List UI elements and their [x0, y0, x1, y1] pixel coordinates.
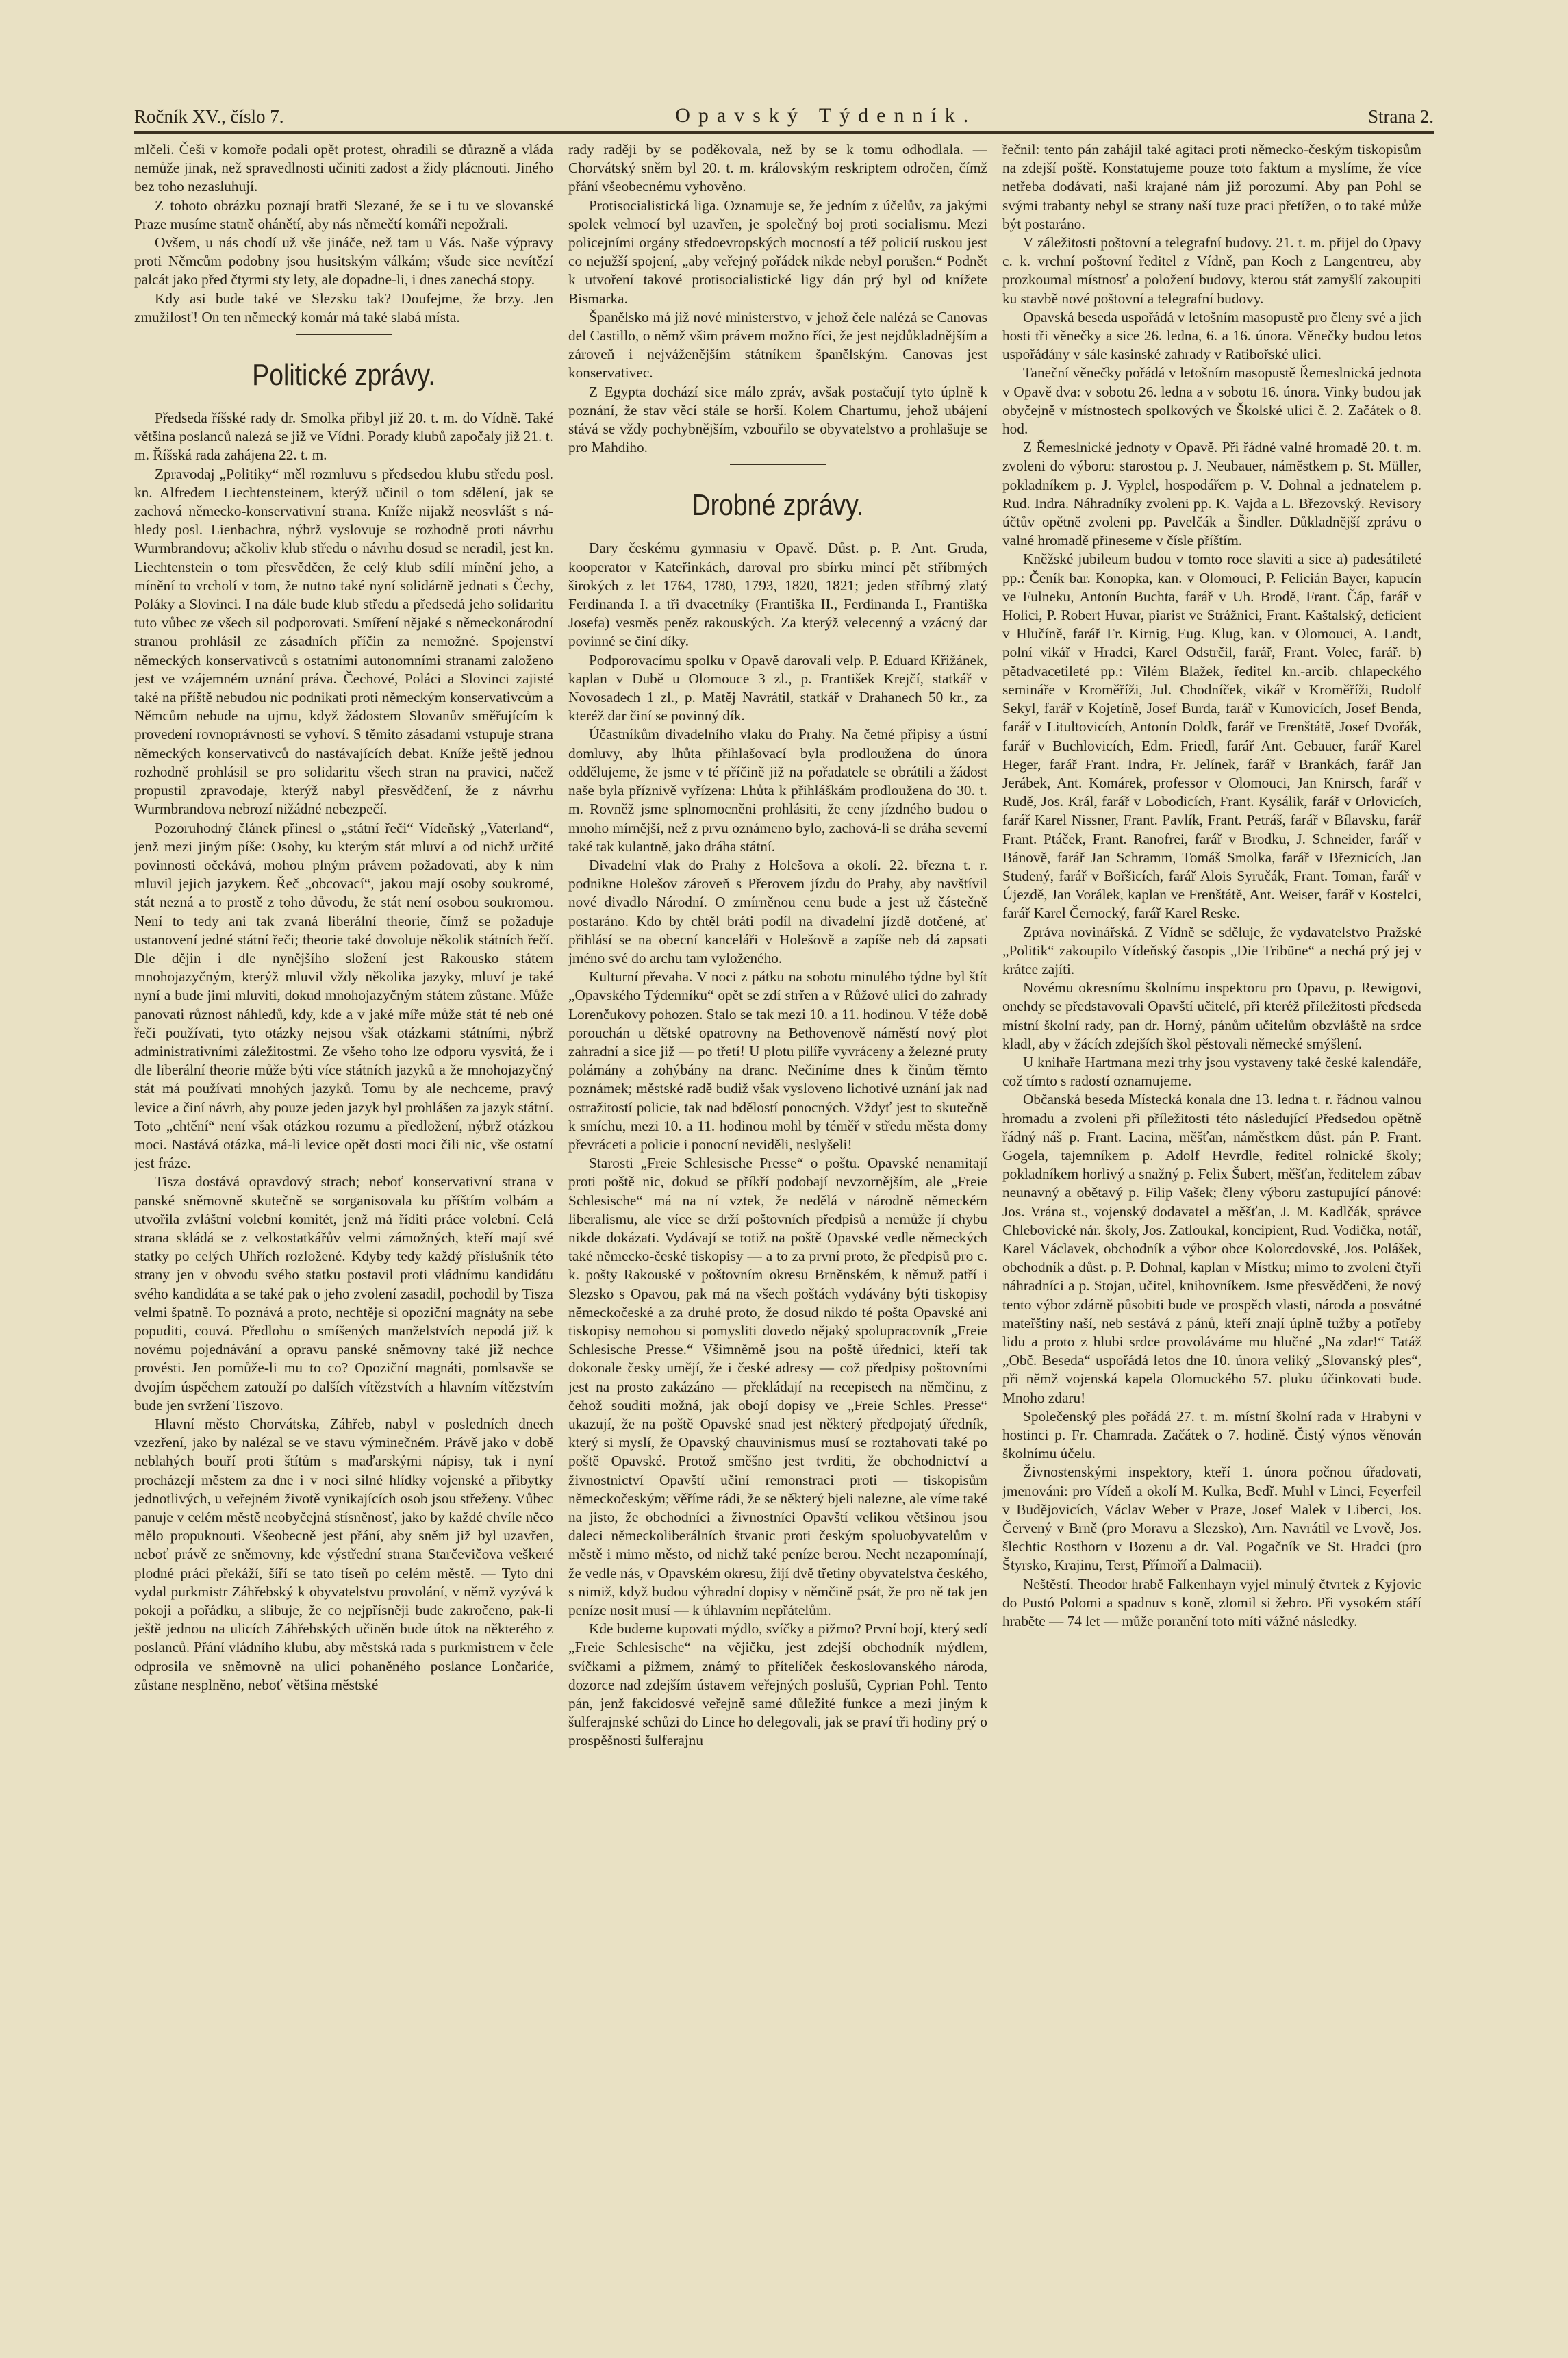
- article-paragraph: Kulturní převaha. V noci z pátku na sobotu minulého týdne byl štít „Opavského Týdenníku“ opět se zdí strřen a v Růžové ulici do zahrady Lorenčukovy pohozen. Stalo se tak mezi 10. a 11. hodinou. V téže době porouchán u dětské opatrovny na Bethovenově náměstí nový plot zahradní a sice již — po třetí! U plotu pilíře vyvráceny a železné pruty polámány a zohýbány na dranc. Nečiníme dnes k činům těmto poznámek; městské radě budiž však vyslovenо lichotivé uznání jak nad ostražitostí policie, tak nad bdělostí ponocných. Vždyť jest to skutečně k smíchu, mezi 10. a 11. hodinou mohl by téměř v středu města domy převráceti a policie i ponocní neviděli, neslyšeli!: [568, 968, 987, 1153]
- column-2: [568, 140, 987, 2305]
- article-paragraph: Zpravodaj „Politiky“ měl rozmluvu s předsedou klubu středu posl. kn. Alfredem Liechtensteinem, kterýž učinil o tom sdělení, jak se zachová německo-konservativní strana. Kníže nijakž neosvlášt s ná-hledy posl. Lienbachra, nýbrž vyslovuje se rozhodně proti návrhu Wurmbrandovu; ačkoliv klub středu o návrhu dosud se neradil, jest kn. Liechtenstein o tom přesvědčen, že celý klub sdílí mínění jeho, a mínění to vrcholí v tom, že nutno také nyní solidárně jednati s Čechy, Poláky a Slovinci. I na dále bude klub středu a předsedá jeho solidaritu tuto vůbec ze všech sil podporovati. Smíření nějaké s německonárodní stranou prohlásil ze zásadních příčin za nemožné. Spojenství německých konservativců s ostatními autonomními stranami založeno jest ve vzájemném uznání práva. Čechové, Poláci a Slovinci zajisté také na příště nebudou nic podnikati proti německým konservativcům a Němcům nebude na ujmu, když žádostem Slovanův směřujícím k provedení rovnoprávnosti se vyhoví. S těmito zásadami vstupuje strana německých konservativců do nastávajících debat. Kníže ještě jednou rozhodně prohlásil se pro solidaritu všech stran na pravici, načež propustil zpravodaje, kterýž nabyl přesvědčení, že z návrhu Wurmbrandova nebrozí nižádné nebezpečí.: [134, 465, 553, 818]
- article-paragraph: mlčeli. Češi v komoře podali opět protest, ohradili se důrazně a vláda nemůže jinak, než spravedlnosti učiniti zadost a židy plácnouti. Jiného bez toho nezasluhují.: [134, 141, 553, 195]
- page-number: Strana 2.: [1368, 106, 1434, 127]
- column-1: [134, 140, 553, 2305]
- article-paragraph: Novému okresnímu školnímu inspektoru pro Opavu, p. Rewigovi, onehdy se představovali Opavští učitelé, při kteréž příležitosti předseda místní školní rady, pan dr. Horný, pánům učitelům obzvláště na srdce kladl, aby v žácích zdejších škol pěstovali německé smýšlení.: [1002, 979, 1421, 1052]
- article-paragraph: Neštěstí. Theodor hrabě Falkenhayn vyjel minulý čtvrtek z Kyjovic do Pustó Polomi a spadnuv s koně, zlomil si žebro. Při vysokém stáří hraběte — 74 let — může poranění toto míti vážné následky.: [1002, 1575, 1421, 1630]
- section-title-politics: Politické zprávy.: [252, 358, 435, 392]
- article-paragraph: Občanská beseda Místecká konala dne 13. ledna t. r. řádnou valnou hromadu a zvoleni při příležitosti této následující Předsedou opětně řádný náš p. Frant. Lacina, měšťan, náměstkem důst. pán P. Frant. Gogela, tajemníkem p. Adolf Hevrdle, ředitel rolnické školy; pokladníkem horlivý a snažný p. Felix Šubert, měšťan, ředitelem zábav neunavný a obětavý p. Filip Vašek; členy výboru zastupující pánové: Jos. Vrána st., vojenský dodavatel a měšťan, J. M. Kadlčák, správce Chlebovické nár. školy, Jos. Zatloukal, koncipient, Rud. Vodička, notář, Karel Václavek, obchodník a výbor obce Kolorcdovské, Jos. Polášek, obchodník a důst. p. P. Dohnal, kaplan v Místku; mimo to zvoleni čtyři náhradníci a p. Stojan, učitel, knihovníkem. Jsme přesvědčeni, že nový tento výbor zdárně působiti bude ve prospěch vlasti, národa a posvátné mateřštiny naší, neb sestává z pánů, kteří znají úplně tužby a potřeby lidu a proto z hlubi srdce provoláváme mu hlučné „Na zdar!“ Tatáž „Obč. Beseda“ uspořádá letos dne 10. února veliký „Slovanský ples“, při němž vojenská kapela Olomuckého 57. pluku účinkovati bude. Mnoho zdaru!: [1002, 1091, 1421, 1406]
- article-paragraph: Taneční věnečky pořádá v letošním masopustě Řemeslnická jednota v Opavě dva: v sobotu 26. ledna a v sobotu 16. února. Vinky budou jak obyčejně v místnostech spolkových ve Školské ulici č. 2. Začátek o 8. hod.: [1002, 364, 1421, 438]
- article-paragraph: Z tohoto obrázku poznají bratři Slezané, že se i tu ve slovanské Praze musíme statně ohánětí, aby nás němečtí komáři nepožrali.: [134, 197, 553, 232]
- article-paragraph: Opavská beseda uspořádá v letošním masopustě pro členy své a jich hosti tři věnečky a sice 26. ledna, 6. a 16. února. Věnečky budou letos uspořádány v sále kasinské zahrady v Ratibořské ulici.: [1002, 308, 1421, 363]
- article-paragraph: řečnil: tento pán zahájil také agitaci proti německo-českým tiskopisům na zdejší poště. Konstatujeme pouze toto faktum a myslíme, že více netřeba dodávati, naši krajané nám již porozumí. Aby pan Pohl se svými trabanty nebyl se strany naší tuze praci přetížen, o to také může být postaráno.: [1002, 141, 1421, 232]
- article-paragraph: rady raději by se poděkovala, než by se k tomu odhodlala. — Chorvátský sněm byl 20. t. m. královským reskriptem odročen, čímž přání všeobecnému vyhověno.: [568, 141, 987, 195]
- article-paragraph: Starosti „Freie Schlesische Presse“ o poštu. Opavské nenamitají proti poště nic, dokud se příkří podobají nevzornějším, ale „Freie Schlesische“ má na ní vztek, že nedělá v národně německém liberalismu, ale více se drží poštovních předpisů a nemůže jí chybu nikde dokázati. Vydávají se totiž na poště Opavské vedle německých také německo-české tiskopisy — a to za první proto, že předpisů pro c. k. pošty Rakouské v poštovním okresu Brněnském, k němuž patří i Slezsko s Opavou, pak má na všech poštách vydávány býti tiskopisy německočeské a za druhé proto, že dosud nikdo té pošta Opavské ani tiskopisy nemohou si pomysliti dovedo nějaký spolupracovník „Freie Schlesische Presse.“ Všimněmě jsou na poště úřednici, kteří tak dokonale česky umějí, že i české adresy — což předpisy poštovními jest na prosto zakázáno — překládají na recepisech na němčinu, z čehož souditi možná, jak obojí dopisy ve „Freie Schles. Presse“ ukazují, že na poště Opavské snad jest některý předpojatý úředník, který si myslí, že Opavský chauvinismus musí se roztahovati také po poště Opavské. Protož směšno jest tvrditi, že obchodnictví a živnostnictví Opavští učiní remonstraci proti — tiskopisům německočeským; věříme rádi, že se některý bjeli nalezne, ale víme také na jisto, že obchodníci a živnostníci Opavští velikou většinou jsou daleci německoliberálních štvanic proti českým spoluobyvatelům v městě i mimo město, od nichž také peníze berou. Necht nezapomínají, že vedle nás, v Opavském okresu, žijí dvě třetiny obyvatelstva českého, s nimiž, když budou výhradní dopisy v němčině psát, že pro ně tak jen peníze nosit musí — k úhlavním nepřátelům.: [568, 1155, 987, 1619]
- article-paragraph: Protisocialistická liga. Oznamuje se, že jedním z účelův, za jakými spolek velmocí byl uzavřen, je společný boj proti socialismu. Mezi policejními orgány středoevropských mocností a též policií ruskou jest co nejužší spojení, „aby veřejný pořádek nikde nebyl porušen.“ Podnět k utvoření takové protisocialistické ligy dán prý byl od knížete Bismarka.: [568, 197, 987, 307]
- article-paragraph: Kněžské jubileum budou v tomto roce slaviti a sice a) padesátileté pp.: Čeník bar. Konopka, kan. v Olomouci, P. Felicián Bayer, kapucín ve Fulneku, Antonín Buchta, farář v Uh. Brodě, Frant. Čáp, farář v Holici, P. Robert Huvar, piarist ve Strážnici, Frant. Kaštalský, deficient v Hlučíně, farář Fr. Kirnig, Eug. Klug, kan. v Olomouci, A. Landt, polní vikář v Hradci, Karel Odstrčil, farář, Frant. Volec, farář. b) pětadvacetileté pp.: Vilém Blažek, ředitel kn.-arcib. chlapeckého semináře v Kroměříži, Jul. Chodníček, vikář v Kroměříži, Rudolf Sekyl, farář v Kojetíně, Josef Burda, farář v Kunovicích, Josef Benda, farář v Litultovicích, Antonín Doldk, farář ve Frenštátě, Josef Dvořák, farář v Buchlovicích, Edm. Friedl, farář Ant. Gebauer, farář Karel Heger, farář Frant. Indra, Fr. Jelínek, farář v Brankách, farář Jan Jerábek, Ant. Komárek, professor v Olomouci, Jan Knirsch, farář v Rudě, Jos. Král, farář v Lobodicích, Frant. Kysálik, farář v Orlovicích, farář Karel Nissner, Frant. Pavlík, Frant. Petráš, farář v Bílavsku, farář Frant. Ptáček, Frant. Ranofrei, farář v Brodku, J. Schneider, farář v Bánově, farář Jan Schramm, Tomáš Smolka, farář v Březnicích, Jan Studený, farář v Bořšicích, farář Alois Syručák, Frant. Toman, farář v Újezdě, Jan Vorálek, kaplan ve Frenštátě, Ant. Weiser, farář v Kostelci, farář Karel Černocký, farář Karel Reske.: [1002, 551, 1421, 922]
- article-paragraph: Dary českému gymnasiu v Opavě. Důst. p. P. Ant. Gruda, kooperator v Kateřinkách, daroval pro sbírku mincí pět stříbrných širokých z let 1764, 1780, 1793, 1820, 1821; jeden stříbrný zlatý Ferdinanda I. a tři dvacetníky (Františka II., Ferdinanda I., Františka Josefa) vesměs peněz rakouských. Za kterýž velecenný a vzácný dar povinné se činí díky.: [568, 540, 987, 650]
- article-paragraph: Divadelní vlak do Prahy z Holešova a okolí. 22. března t. r. podnikne Holešov zároveň s Přerovem jízdu do Prahy, aby navštívil nové divadlo Národní. O zmírněnou cenu bude a jest už částečně postaráno. Kdo by chtěl bráti podíl na divadelní jízdě dotčené, ať přihlásí se na obecní kanceláři v Holešově a zapíše neb dá zapsati jméno své do archu tam vyloženého.: [568, 856, 987, 966]
- article-paragraph: Španělsko má již nové ministerstvo, v jehož čele nalézá se Canovas del Castillo, o němž všim právem možno říci, že jest nejdůkladnějším a zároveň i nejváženějším státníkem španělským. Canovas jest konservativec.: [568, 308, 987, 381]
- article-paragraph: Živnostenskými inspektory, kteří 1. února počnou úřadovati, jmenováni: pro Vídeň a okolí M. Kulka, Bedř. Muhl v Linci, Feyerfeil v Budějovicích, Václav Weber v Praze, Josef Malek v Liberci, Jos. Červený v Brně (pro Moravu a Slezsko), Arn. Navrátil ve Lvově, Jos. šlechtic Rosthorn v Bozenu a dr. Val. Pogačník ve St. Hradci (pro Štyrsko, Krajinu, Terst, Přímoří a Dalmacii).: [1002, 1464, 1421, 1574]
- article-paragraph: Z Řemeslnické jednoty v Opavě. Při řádné valné hromadě 20. t. m. zvoleni do výboru: starostou p. J. Neubauer, náměstkem p. St. Müller, pokladníkem p. J. Vyplel, hospodářem p. V. Dohnal a jednatelem p. Rud. Indra. Náhradníky zvoleni pp. K. Vajda a L. Březovský. Revisory účtův opětně zvoleni pp. Pavelčák a Šindler. Důkladnější zprávu o valné hromadě přineseme v čísle příštím.: [1002, 439, 1421, 549]
- article-paragraph: Podporovacímu spolku v Opavě darovali velp. P. Eduard Křižánek, kaplan v Dubě u Olomouce 3 zl., p. František Krejčí, statkář v Novosadech 1 zl., p. Matěj Navrátil, statkář v Drahanech 50 kr., za kteréž dar činí se povinný dík.: [568, 651, 987, 725]
- article-paragraph: V záležitosti poštovní a telegrafní budovy. 21. t. m. přijel do Opavy c. k. vrchní poštovní ředitel z Vídně, pan Koch z Langentreu, aby prozkoumal místnosť a položení budovy, kterou stát zamyšlí zakoupiti ku stavbě nové poštovní a telegrafní budovy.: [1002, 234, 1421, 307]
- section-title-short-news: Drobné zprávy.: [692, 488, 864, 523]
- article-paragraph: U knihaře Hartmana mezi trhy jsou vystaveny také české kalendáře, což tímto s radostí oznamujeme.: [1002, 1053, 1421, 1090]
- article-paragraph: Účastníkům divadelního vlaku do Prahy. Na četné připisy a ústní domluvy, aby lhůta přihlašovací byla prodloužena do února oddělujeme, že jsme v té příčině již na pořadatele se obrátili a žádost naše byla příznivě vyřízena: Lhůta k přihláškám prodloužena do 30. t. m. Rovněž jsme splnomocněni prohlásiti, že ceny jízdného budou o mnoho mírnější, než z prvu oznámeno bylo, zachová-li se dráha severní také tak kulantně, jako dráha státní.: [568, 726, 987, 855]
- newspaper-title: Opavský Týdenník.: [675, 104, 977, 127]
- article-columns: [134, 140, 1421, 2305]
- article-paragraph: Ovšem, u nás chodí už vše jináče, než tam u Vás. Naše výpravy proti Němcům podobny jsou husitským válkám; všude sice nevítězí palcát jako před čtyrmi sty lety, ale dopadne-li, i dnes zanechá stopy.: [134, 234, 553, 288]
- article-paragraph: Společenský ples pořádá 27. t. m. místní školní rada v Hrabyni v hostinci p. Fr. Chamrada. Začátek o 7. hodině. Čistý výnos věnován školnímu účelu.: [1002, 1407, 1421, 1462]
- issue-number: Ročník XV., číslo 7.: [134, 106, 284, 127]
- page-header: [134, 88, 1434, 134]
- divider: [730, 464, 826, 465]
- article-paragraph: Z Egypta dochází sice málo zpráv, avšak postačují tyto úplně k poznání, že stav věcí stále se horší. Kolem Chartumu, jehož ubájení stává se vždy pochybnějším, vzbouřilo se obyvatelstvo a prohlašuje se pro Mahdiho.: [568, 383, 987, 456]
- article-paragraph: Kdy asi bude také ve Slezsku tak? Doufejme, že brzy. Jen zmužilosť! On ten německý komár má také slabá místa.: [134, 290, 553, 325]
- article-paragraph: Pozoruhodný článek přinesl o „státní řeči“ Vídeňský „Vaterland“, jenž mezi jiným píše: Osoby, ku kterým stát mluví a od nichž určité povinnosti očekává, mohou plným právem požadovati, aby k nim mluvil jejich jazykem. Řeč „obcovací“, jakou mají osoby soukromé, stát nezná a to prostě z toho důvodu, že stát není osobou soukromou. Není to tedy ani tak zvaná liberální theorie, čímž se požaduje ustanovení jedné státní řeči; theorie také dovoluje několik státních řečí. Dle dějin i dle nynějšího složení jest Rakousko státem mnohojazyčným, kterýž mluvil vždy několika jazyky, mluví je také nyní a bude jimi mluviti, dokud mnohojazyčným státem zůstane. Může panovati různost náhledů, kdy, kde a v jaké míře může stát té neb oné řeči používati, tyto otázky nejsou však otázkami státními, nýbrž administrativními záležitostmi. Ze všeho toho lze odporu vysvitá, že i dle liberální theorie může býti více státních jazyků a že mnohojazyčný stát má používati mnohých jazyků. Tomu by ale nechceme, pravý levice a činí návrh, aby pouze jeden jazyk byl prohlášen za jazyk státní. Toto „chtění“ není však otázkou rozumu a předložení, nýbrž otázkou moci. Nastává otázka, má-li levice opět dosti moci čili nic, vše ostatní jest fráze.: [134, 819, 553, 1172]
- article-paragraph: Zpráva novinářská. Z Vídně se sděluje, že vydavatelstvo Pražské „Politik“ zakoupilo Vídeňský časopis „Die Tribüne“ a nechá prý jej v krátce zajíti.: [1002, 923, 1421, 977]
- divider: [296, 334, 392, 335]
- article-paragraph: Kde budeme kupovati mýdlo, svíčky a pižmo? První bojí, který sedí „Freie Schlesische“ na vějičku, jest zdejší obchodník mýdlem, svíčkami a pižmem, známý to přítelíček českoslovanského národa, dozorce nad zdejším ústavem veřejných poslušů, Cyprian Pohl. Tento pán, jenž fakcidosvé veřejně samé důležité funkce a mezi jiným k šulferajnské schůzi do Lince ho delegovali, jak se praví tři hodiny prý o prospěšnosti šulferajnu: [568, 1620, 987, 1749]
- column-3: [1002, 140, 1421, 2305]
- article-paragraph: Tisza dostává opravdový strach; neboť konservativní strana v panské sněmovně skutečně se sorganisovala ku příštím volbám a utvořila zvláštní volební komitét, jenž má říditi práce volební. Celá strana skládá se z velkostatkářův velmi zámožných, kteří mají své statky po celých Uhřích rozložené. Kdyby tedy každý příslušník této strany jen v obvodu svého statku postavil proti vládnímu kandidátu svého kandidáta a se také pak o jeho zvolení zasadil, pochodil by Tisza velmi špatně. To poznává a proto, nechtěje si opoziční magnáty na sebe popuditi, couvá. Předlohu o smíšených manželstvích nepodá již k novému pojednávání a opravu panské sněmovny také již nechce provésti. Jen pomůže-li mu to co? Opoziční magnáti, pomlsavše se dvojím úspěchem zatouží po dalších vítězstvích a hlavním vítězstvím bude jen svržení Tiszovo.: [134, 1173, 553, 1414]
- article-paragraph: Hlavní město Chorvátska, Záhřeb, nabyl v posledních dnech vzezření, jako by nalézal se ve stavu výminečném. Právě jako v době neblahých bouří proti štítům s maďarskými nápisy, tak i nyní procházejí městem za dne i v noci silné hlídky vojenské a přibytky jednotlivých, u veřejném životě vynikajících osob jsou střeženy. Vůbec panuje v celém městě neobyčejná stísněnosť, jako by každé chvíle něco mělo propuknouti. Všeobecně jest přání, aby sněm již byl uzavřen, neboť právě ze sněmovny, kde výstřední strana Starčevičova veškeré plodné práci překáží, šíří se tato tíseň po celém městě. — Tyto dni vydal purkmistr Záhřebský k obyvatelstvu provolání, v němž vyzývá k pokoji a pořádku, a slibuje, že co nejpřísněji bude zakročeno, pak-li ještě jednou na ulicích Záhřebských učiněn bude útok na některého z poslanců. Přání vládního klubu, aby městská rada s purkmistrem v čele odprosila ve sněmovně na ulici pohaněného poslance Lončariće, zůstane nesplněno, neboť většina městské: [134, 1416, 553, 1693]
- article-paragraph: Předseda říšské rady dr. Smolka přibyl již 20. t. m. do Vídně. Také většina poslanců nalezá se již ve Vídni. Porady klubů započaly již 21. t. m. Říšská rada zahájena 22. t. m.: [134, 410, 553, 464]
